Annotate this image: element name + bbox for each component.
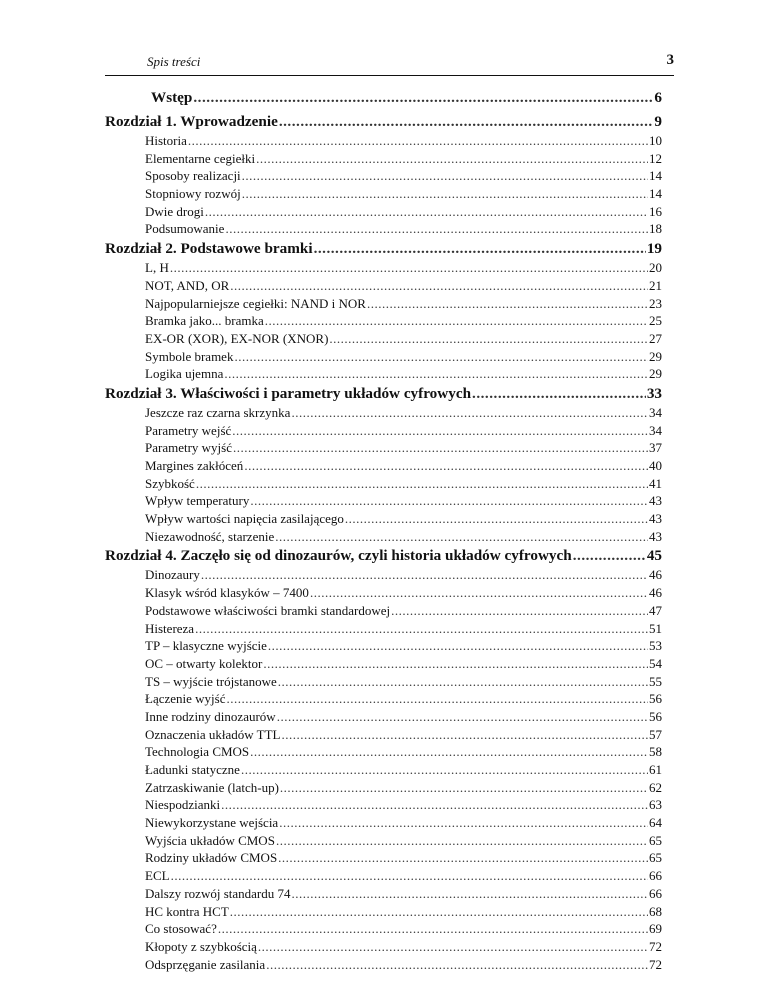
toc-section-entry[interactable]	[105, 690, 662, 708]
toc-section-entry[interactable]	[105, 167, 662, 185]
leader-dots	[391, 602, 648, 620]
leader-dots	[266, 956, 648, 974]
toc-section-entry[interactable]	[105, 655, 662, 673]
toc-entry-title: Najpopularniejsze cegiełki: NAND i NOR	[145, 295, 366, 311]
toc-entry-page: 46	[649, 567, 662, 583]
leader-dots	[234, 348, 648, 366]
toc-entry-title: OC – otwarty kolektor	[145, 655, 263, 671]
toc-entry-title: Rozdział 3. Właściwości i parametry układów cyfrowych	[105, 384, 472, 402]
leader-dots	[195, 620, 648, 638]
toc-section-entry[interactable]	[105, 566, 662, 584]
toc-entry-title: Wyjścia układów CMOS	[145, 832, 275, 848]
toc-section-entry[interactable]	[105, 259, 662, 277]
toc-section-entry[interactable]	[105, 365, 662, 383]
leader-dots	[201, 566, 648, 584]
leader-dots	[278, 673, 648, 691]
toc-section-entry[interactable]	[105, 439, 662, 457]
toc-entry-title: Wstęp	[151, 89, 193, 106]
page-header	[147, 52, 674, 74]
toc-section-entry[interactable]	[105, 956, 662, 974]
toc-entry-page: 25	[649, 313, 662, 329]
toc-section-entry[interactable]	[105, 761, 662, 779]
toc-entry-title: Niewykorzystane wejścia	[145, 815, 279, 831]
toc-section-entry[interactable]	[105, 348, 662, 366]
toc-section-entry[interactable]	[105, 132, 662, 150]
toc-section-entry[interactable]	[105, 602, 662, 620]
toc-entry-page: 69	[649, 921, 662, 937]
toc-entry-page: 72	[649, 938, 662, 954]
toc-entry-page: 72	[649, 956, 662, 972]
leader-dots	[205, 203, 648, 221]
toc-entry-title: Rozdział 1. Wprowadzenie	[105, 113, 278, 130]
toc-entry-page: 55	[649, 673, 662, 689]
toc-section-entry[interactable]	[105, 849, 662, 867]
toc-entry-title: Margines zakłóceń	[145, 458, 244, 473]
leader-dots	[188, 132, 648, 150]
toc-entry-title: Sposoby realizacji	[145, 168, 241, 184]
toc-entry-page: 34	[649, 422, 662, 438]
toc-entry-title: Rozdział 4. Zaczęło się od dinozaurów, czyli historia układów cyfrowych	[105, 547, 572, 565]
leader-dots	[244, 457, 648, 475]
toc-section-entry[interactable]	[105, 673, 662, 691]
toc-entry-page: 6	[654, 89, 662, 106]
leader-dots	[367, 295, 648, 313]
leader-dots	[275, 528, 648, 546]
toc-section-entry[interactable]	[105, 220, 662, 238]
toc-entry-title: Symbole bramek	[145, 348, 234, 364]
leader-dots	[573, 545, 646, 566]
toc-entry-page: 51	[649, 620, 662, 636]
toc-entry-page: 16	[649, 203, 662, 219]
toc-entry-page: 46	[649, 585, 662, 601]
toc-entry-title: L, H	[145, 260, 169, 276]
leader-dots	[218, 920, 648, 938]
toc-chapter-entry[interactable]	[105, 545, 662, 566]
leader-dots	[171, 867, 648, 885]
toc-entry-title: Logika ujemna	[145, 366, 224, 382]
toc-chapter-entry[interactable]	[105, 111, 662, 132]
toc-entry-page: 45	[646, 547, 662, 565]
leader-dots	[230, 903, 648, 921]
leader-dots	[221, 796, 648, 814]
leader-dots	[265, 312, 648, 330]
toc-entry-title: Historia	[145, 133, 187, 148]
toc-entry-title: Parametry wejść	[145, 422, 232, 438]
toc-entry-page: 47	[649, 602, 662, 618]
toc-section-entry[interactable]	[105, 510, 662, 528]
toc-entry-title: Stopniowy rozwój	[145, 186, 241, 202]
leader-dots	[345, 510, 648, 528]
toc-entry-page: 57	[649, 726, 662, 742]
toc-section-entry[interactable]	[105, 920, 662, 938]
leader-dots	[241, 761, 648, 779]
toc-entry-title: Wpływ temperatury	[145, 493, 250, 509]
toc-section-entry[interactable]	[105, 185, 662, 203]
leader-dots	[224, 365, 648, 383]
leader-dots	[278, 849, 648, 867]
toc-entry-page: 23	[649, 295, 662, 311]
leader-dots	[225, 220, 648, 238]
leader-dots	[242, 167, 648, 185]
leader-dots	[256, 150, 648, 168]
toc-entry-title: Dinozaury	[145, 567, 200, 583]
leader-dots	[193, 87, 653, 108]
toc-section-entry[interactable]	[105, 312, 662, 330]
leader-dots	[196, 475, 648, 493]
toc-entry-title: NOT, AND, OR	[145, 277, 230, 293]
toc-section-entry[interactable]	[105, 457, 662, 475]
toc-entry-title: Niespodzianki	[145, 797, 221, 813]
toc-entry-title: Technologia CMOS	[145, 744, 250, 760]
toc-entry-title: Co stosować?	[145, 921, 217, 937]
toc-entry-title: Histereza	[145, 620, 195, 636]
toc-entry-title: Bramka jako... bramka	[145, 313, 264, 329]
leader-dots	[276, 832, 648, 850]
toc-entry-page: 58	[649, 744, 662, 760]
toc-entry-page: 37	[649, 440, 662, 456]
toc-section-entry[interactable]	[105, 832, 662, 850]
toc-section-entry[interactable]	[105, 203, 662, 221]
toc-chapter-entry[interactable]	[105, 238, 662, 259]
toc-entry-title: Parametry wyjść	[145, 440, 233, 456]
toc-section-entry[interactable]	[105, 277, 662, 295]
toc-entry-title: Podstawowe właściwości bramki standardowej	[145, 602, 391, 618]
leader-dots	[277, 708, 648, 726]
toc-entry-page: 12	[649, 150, 662, 166]
toc-section-entry[interactable]	[105, 528, 662, 546]
toc-entry-page: 10	[649, 133, 662, 148]
toc-entry-title: Dalszy rozwój standardu 74	[145, 885, 291, 901]
toc-entry-title: HC kontra HCT	[145, 903, 229, 919]
toc-entry-page: 18	[649, 221, 662, 237]
leader-dots	[279, 111, 654, 132]
toc-entry-page: 53	[649, 638, 662, 654]
leader-dots	[279, 814, 648, 832]
leader-dots	[233, 439, 648, 457]
toc-entry-page: 56	[649, 691, 662, 707]
toc-entry-page: 65	[649, 850, 662, 866]
toc-entry-title: Klasyk wśród klasyków – 7400	[145, 585, 309, 601]
toc-entry-page: 63	[649, 797, 662, 813]
toc-entry-title: TS – wyjście trójstanowe	[145, 673, 277, 689]
toc-entry-page: 19	[646, 240, 662, 258]
toc-section-entry[interactable]	[105, 637, 662, 655]
toc-section-entry[interactable]	[105, 708, 662, 726]
toc-entry-page: 40	[649, 458, 662, 473]
toc-section-entry[interactable]	[105, 903, 662, 921]
toc-entry-title: Niezawodność, starzenie	[145, 528, 275, 544]
toc-section-entry[interactable]	[105, 150, 662, 168]
toc-entry-title: Podsumowanie	[145, 221, 225, 237]
toc-entry-page: 27	[649, 330, 662, 346]
toc-entry-page: 43	[649, 493, 662, 509]
toc-entry-title: ECL	[145, 868, 170, 884]
toc-entry-page: 66	[649, 885, 662, 901]
toc-section-entry[interactable]	[105, 404, 662, 422]
toc-entry-title: TP – klasyczne wyjście	[145, 638, 267, 654]
toc-entry-page: 68	[649, 903, 662, 919]
toc-entry-page: 41	[649, 475, 662, 491]
header-rule	[105, 75, 674, 76]
toc-section-entry[interactable]	[105, 867, 662, 885]
toc-entry-page: 43	[649, 528, 662, 544]
toc-entry-title: Odsprzęganie zasilania	[145, 956, 266, 972]
toc-entry-title: Elementarne cegiełki	[145, 150, 256, 166]
leader-dots	[310, 584, 648, 602]
toc-section-entry[interactable]	[105, 295, 662, 313]
toc-entry-title: Jeszcze raz czarna skrzynka	[145, 404, 291, 420]
leader-dots	[232, 422, 648, 440]
toc-entry-title: Szybkość	[145, 475, 195, 491]
leader-dots	[242, 185, 648, 203]
toc-section-entry[interactable]	[105, 492, 662, 510]
leader-dots	[314, 238, 646, 259]
toc-section-entry[interactable]	[105, 814, 662, 832]
leader-dots	[258, 938, 648, 956]
toc-entry-title: Rozdział 2. Podstawowe bramki	[105, 240, 313, 258]
toc-section-entry[interactable]	[105, 330, 662, 348]
toc-entry-page: 14	[649, 168, 662, 184]
leader-dots	[472, 383, 646, 404]
toc-entry-page: 33	[646, 384, 662, 402]
toc-entry-page: 29	[649, 348, 662, 364]
toc-section-entry[interactable]	[105, 779, 662, 797]
toc-entry-title: Rodziny układów CMOS	[145, 850, 278, 866]
toc-entry-page: 66	[649, 868, 662, 884]
leader-dots	[230, 277, 648, 295]
leader-dots	[268, 637, 648, 655]
toc-intro-entry[interactable]	[105, 87, 662, 108]
toc-entry-page: 29	[649, 366, 662, 382]
leader-dots	[292, 885, 649, 903]
page-number: 3	[666, 52, 674, 68]
toc-entry-page: 56	[649, 708, 662, 724]
leader-dots	[250, 743, 648, 761]
toc-entry-title: EX-OR (XOR), EX-NOR (XNOR)	[145, 330, 329, 346]
toc-entry-title: Wpływ wartości napięcia zasilającego	[145, 511, 344, 527]
toc-entry-page: 20	[649, 260, 662, 276]
table-of-contents	[105, 87, 662, 973]
toc-section-entry[interactable]	[105, 726, 662, 744]
toc-entry-page: 21	[649, 277, 662, 293]
toc-entry-page: 9	[654, 113, 662, 130]
toc-entry-page: 43	[649, 511, 662, 527]
leader-dots	[250, 492, 648, 510]
toc-section-entry[interactable]	[105, 475, 662, 493]
toc-entry-page: 54	[649, 655, 662, 671]
toc-chapter-entry[interactable]	[105, 383, 662, 404]
toc-entry-title: Oznaczenia układów TTL	[145, 726, 281, 742]
toc-entry-page: 65	[649, 832, 662, 848]
leader-dots	[329, 330, 648, 348]
toc-entry-page: 64	[649, 815, 662, 831]
toc-section-entry[interactable]	[105, 796, 662, 814]
toc-section-entry[interactable]	[105, 938, 662, 956]
running-title: Spis treści	[147, 54, 201, 69]
toc-chapters	[105, 111, 662, 973]
toc-section-entry[interactable]	[105, 620, 662, 638]
leader-dots	[291, 404, 648, 422]
toc-entry-page: 34	[649, 404, 662, 420]
toc-entry-title: Inne rodziny dinozaurów	[145, 708, 276, 724]
leader-dots	[170, 259, 648, 277]
leader-dots	[263, 655, 648, 673]
toc-section-entry[interactable]	[105, 885, 662, 903]
toc-section-entry[interactable]	[105, 422, 662, 440]
toc-entry-title: Łączenie wyjść	[145, 691, 226, 707]
toc-entry-page: 62	[649, 779, 662, 795]
toc-entry-page: 61	[649, 762, 662, 777]
toc-entry-title: Kłopoty z szybkością	[145, 938, 257, 954]
leader-dots	[280, 779, 648, 797]
toc-entry-title: Dwie drogi	[145, 203, 204, 219]
toc-section-entry[interactable]	[105, 743, 662, 761]
toc-entry-title: Zatrzaskiwanie (latch-up)	[145, 779, 279, 795]
toc-entry-title: Ładunki statyczne	[145, 762, 240, 777]
leader-dots	[281, 726, 648, 744]
leader-dots	[226, 690, 648, 708]
toc-entry-page: 14	[649, 186, 662, 202]
toc-section-entry[interactable]	[105, 584, 662, 602]
